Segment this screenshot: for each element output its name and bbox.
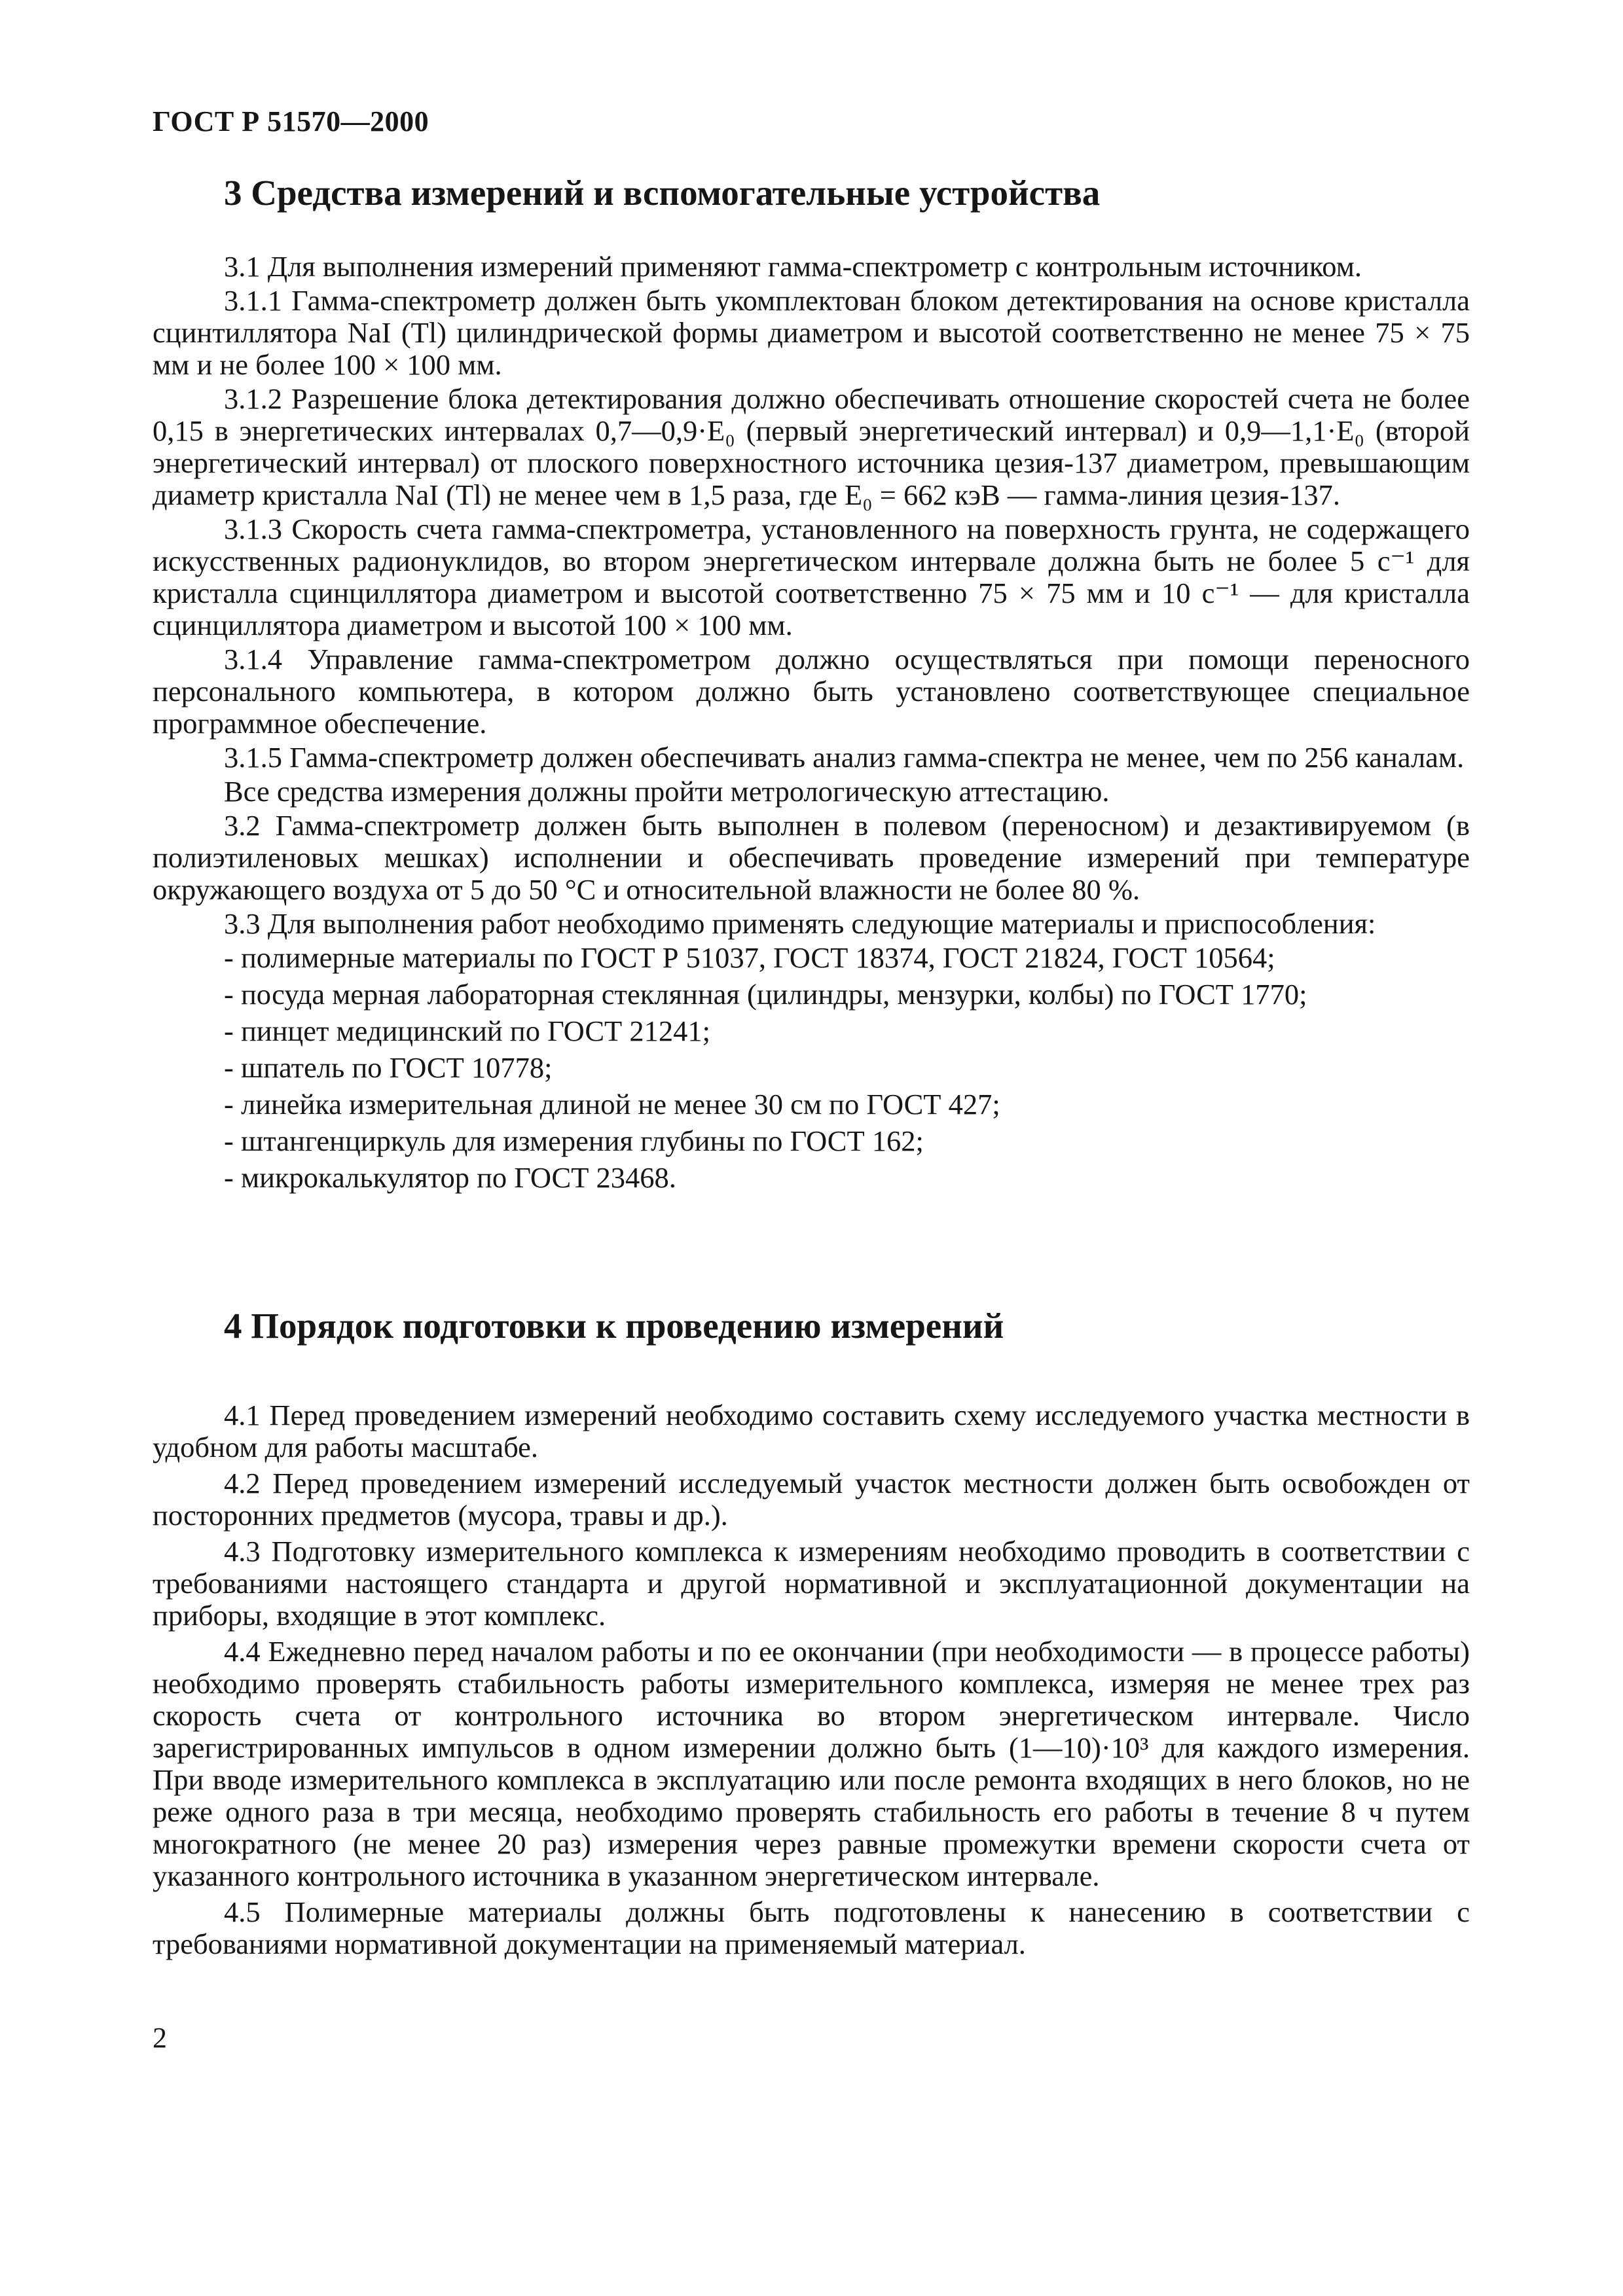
section-4-body <box>153 1399 1470 1964</box>
paragraph-3-1-5: 3.1.5 Гамма-спектрометр должен обеспечивать анализ гамма-спектра не менее, чем по 256 каналам. <box>224 741 1465 774</box>
list-item-polymer-materials: - полимерные материалы по ГОСТ Р 51037, ГОСТ 18374, ГОСТ 21824, ГОСТ 10564; <box>224 941 1275 974</box>
section-4-heading: 4 Порядок подготовки к проведению измерений <box>224 1306 1004 1346</box>
list-item-ruler: - линейка измерительная длиной не менее 30 см по ГОСТ 427; <box>224 1088 1000 1121</box>
section-3-heading: 3 Средства измерений и вспомогательные устройства <box>224 173 1101 213</box>
paragraph-3-1-3: 3.1.3 Скорость счета гамма-спектрометра, установленного на поверхность грунта, не содержащего искусственных радионуклидов, во втором энергетическом интервале должна быть не более 5 с⁻¹ для кристалла сцинциллятора диаметром и высотой соответственно 75 × 75 мм и 10 с⁻¹ — для кристалла сцинциллятора диаметром и высотой 100 × 100 мм. <box>153 512 1470 641</box>
paragraph-4-1: 4.1 Перед проведением измерений необходимо составить схему исследуемого участка местности в удобном для работы масштабе. <box>153 1399 1470 1463</box>
list-item-tweezers: - пинцет медицинский по ГОСТ 21241; <box>224 1014 710 1047</box>
list-item-calculator: - микрокалькулятор по ГОСТ 23468. <box>224 1161 676 1194</box>
paragraph-3-1-4: 3.1.4 Управление гамма-спектрометром должно осуществляться при помощи переносного персонального компьютера, в котором должно быть установлено соответствующее специальное программное обеспечение. <box>153 643 1470 740</box>
paragraph-3-1-1: 3.1.1 Гамма-спектрометр должен быть укомплектован блоком детектирования на основе кристалла сцинтиллятора NaI (Tl) цилиндрической формы диаметром и высотой соответственно не менее 75 × 75 мм и не более 100 × 100 мм. <box>153 284 1470 381</box>
section-3-body <box>153 251 1470 1198</box>
paragraph-4-4: 4.4 Ежедневно перед началом работы и по ее окончании (при необходимости — в процессе работы) необходимо проверять стабильность работы измерительного комплекса, измеряя не менее трех раз скорость счета от контрольного источника во втором энергетическом интервале. Число зарегистрированных импульсов в одном измерении должно быть (1—10)·10³ для каждого измерения. При вводе измерительного комплекса в эксплуатацию или после ремонта входящих в него блоков, но не реже одного раза в три месяца, необходимо проверять стабильность его работы в течение 8 ч путем многократного (не менее 20 раз) измерения через равные промежутки времени скорости счета от указанного контрольного источника в указанном энергетическом интервале. <box>153 1635 1470 1892</box>
paragraph-4-5: 4.5 Полимерные материалы должны быть подготовлены к нанесению в соответствии с требованиями нормативной документации на применяемый материал. <box>153 1895 1470 1960</box>
paragraph-3-3: 3.3 Для выполнения работ необходимо применять следующие материалы и приспособления: <box>224 907 1376 940</box>
paragraph-3-1: 3.1 Для выполнения измерений применяют гамма-спектрометр с контрольным источником. <box>224 250 1362 283</box>
paragraph-metrology-note: Все средства измерения должны пройти метрологическую аттестацию. <box>224 775 1110 808</box>
list-item-glassware: - посуда мерная лабораторная стеклянная (цилиндры, мензурки, колбы) по ГОСТ 1770; <box>224 978 1307 1011</box>
list-item-spatula: - шпатель по ГОСТ 10778; <box>224 1051 553 1084</box>
paragraph-4-2: 4.2 Перед проведением измерений исследуемый участок местности должен быть освобожден от посторонних предметов (мусора, травы и др.). <box>153 1467 1470 1532</box>
paragraph-4-3: 4.3 Подготовку измерительного комплекса к измерениям необходимо проводить в соответствии с требованиями настоящего стандарта и другой нормативной и эксплуатационной документации на приборы, входящие в этот комплекс. <box>153 1535 1470 1632</box>
paragraph-3-2: 3.2 Гамма-спектрометр должен быть выполнен в полевом (переносном) и дезактивируемом (в полиэтиленовых мешках) исполнении и обеспечивать проведение измерений при температуре окружающего воздуха от 5 до 50 °С и относительной влажности не более 80 %. <box>153 809 1470 906</box>
page-number: 2 <box>153 2022 167 2054</box>
paragraph-3-1-2: 3.1.2 Разрешение блока детектирования должно обеспечивать отношение скоростей счета не более 0,15 в энергетических интервалах 0,7—0,9·E₀ (первый энергетический интервал) и 0,9—1,1·E₀ (второй энергетический интервал) от плоского поверхностного источника цезия-137 диаметром, превышающим диаметр кристалла NaI (Tl) не менее чем в 1,5 раза, где E₀ = 662 кэВ — гамма-линия цезия-137. <box>153 382 1470 511</box>
document-header-code: ГОСТ Р 51570—2000 <box>153 105 429 137</box>
list-item-caliper: - штангенциркуль для измерения глубины по ГОСТ 162; <box>224 1124 924 1157</box>
